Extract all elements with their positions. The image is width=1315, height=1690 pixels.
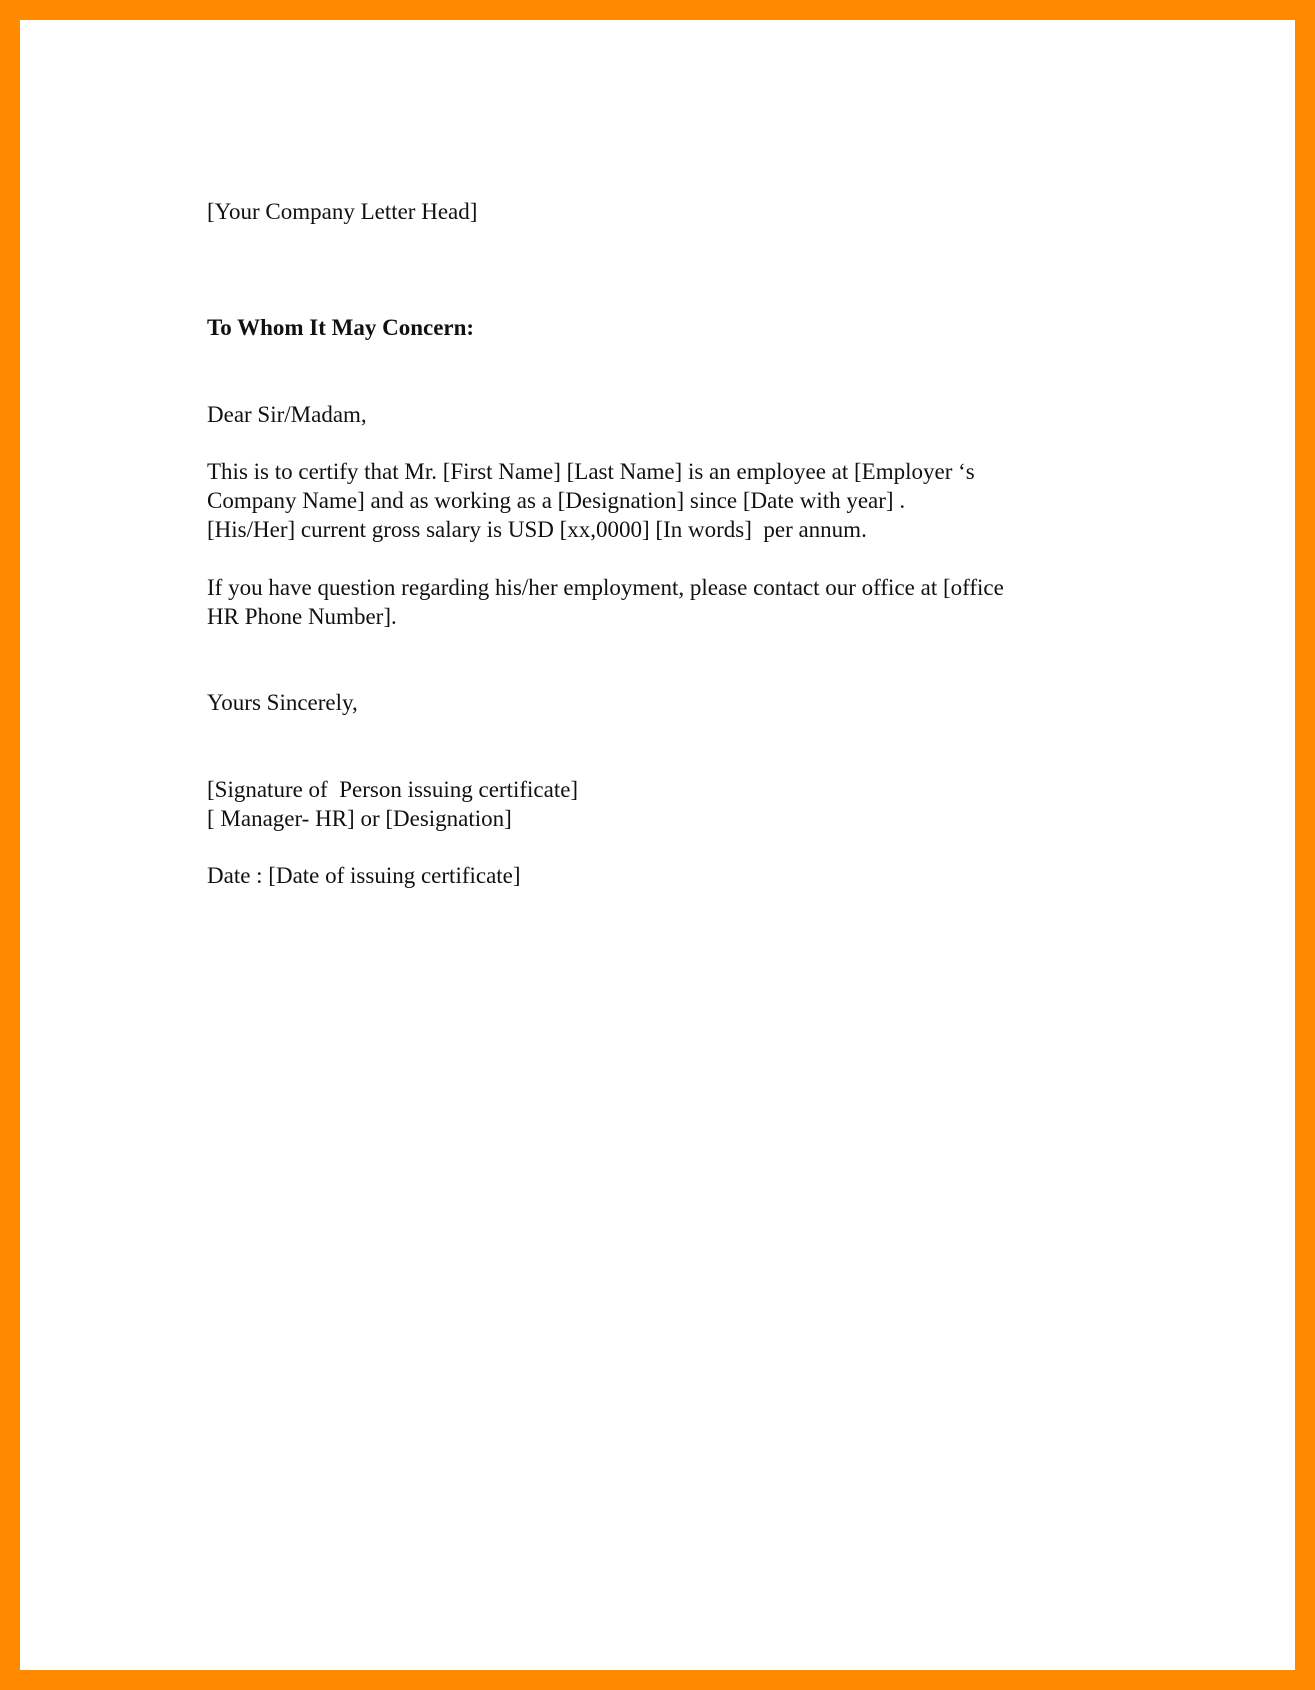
letter-heading: To Whom It May Concern: [207, 315, 475, 340]
issue-date: Date : [Date of issuing certificate] [207, 863, 521, 888]
letterhead-placeholder: [Your Company Letter Head] [207, 199, 478, 224]
designation-line: [ Manager- HR] or [Designation] [207, 806, 512, 831]
body-paragraph-2-line-1: If you have question regarding his/her employment, please contact our office at [office [207, 575, 1004, 600]
signature-line: [Signature of Person issuing certificate] [207, 777, 579, 802]
salutation: Dear Sir/Madam, [207, 402, 367, 427]
body-paragraph-1-line-3: [His/Her] current gross salary is USD [xx,0000] [In words] per annum. [207, 517, 867, 542]
body-paragraph-1-line-2: Company Name] and as working as a [Designation] since [Date with year] . [207, 488, 906, 513]
letter-page [20, 20, 1295, 1670]
closing: Yours Sincerely, [207, 690, 358, 715]
body-paragraph-1-line-1: This is to certify that Mr. [First Name] [Last Name] is an employee at [Employer ‘s [207, 459, 975, 484]
body-paragraph-2-line-2: HR Phone Number]. [207, 604, 397, 629]
